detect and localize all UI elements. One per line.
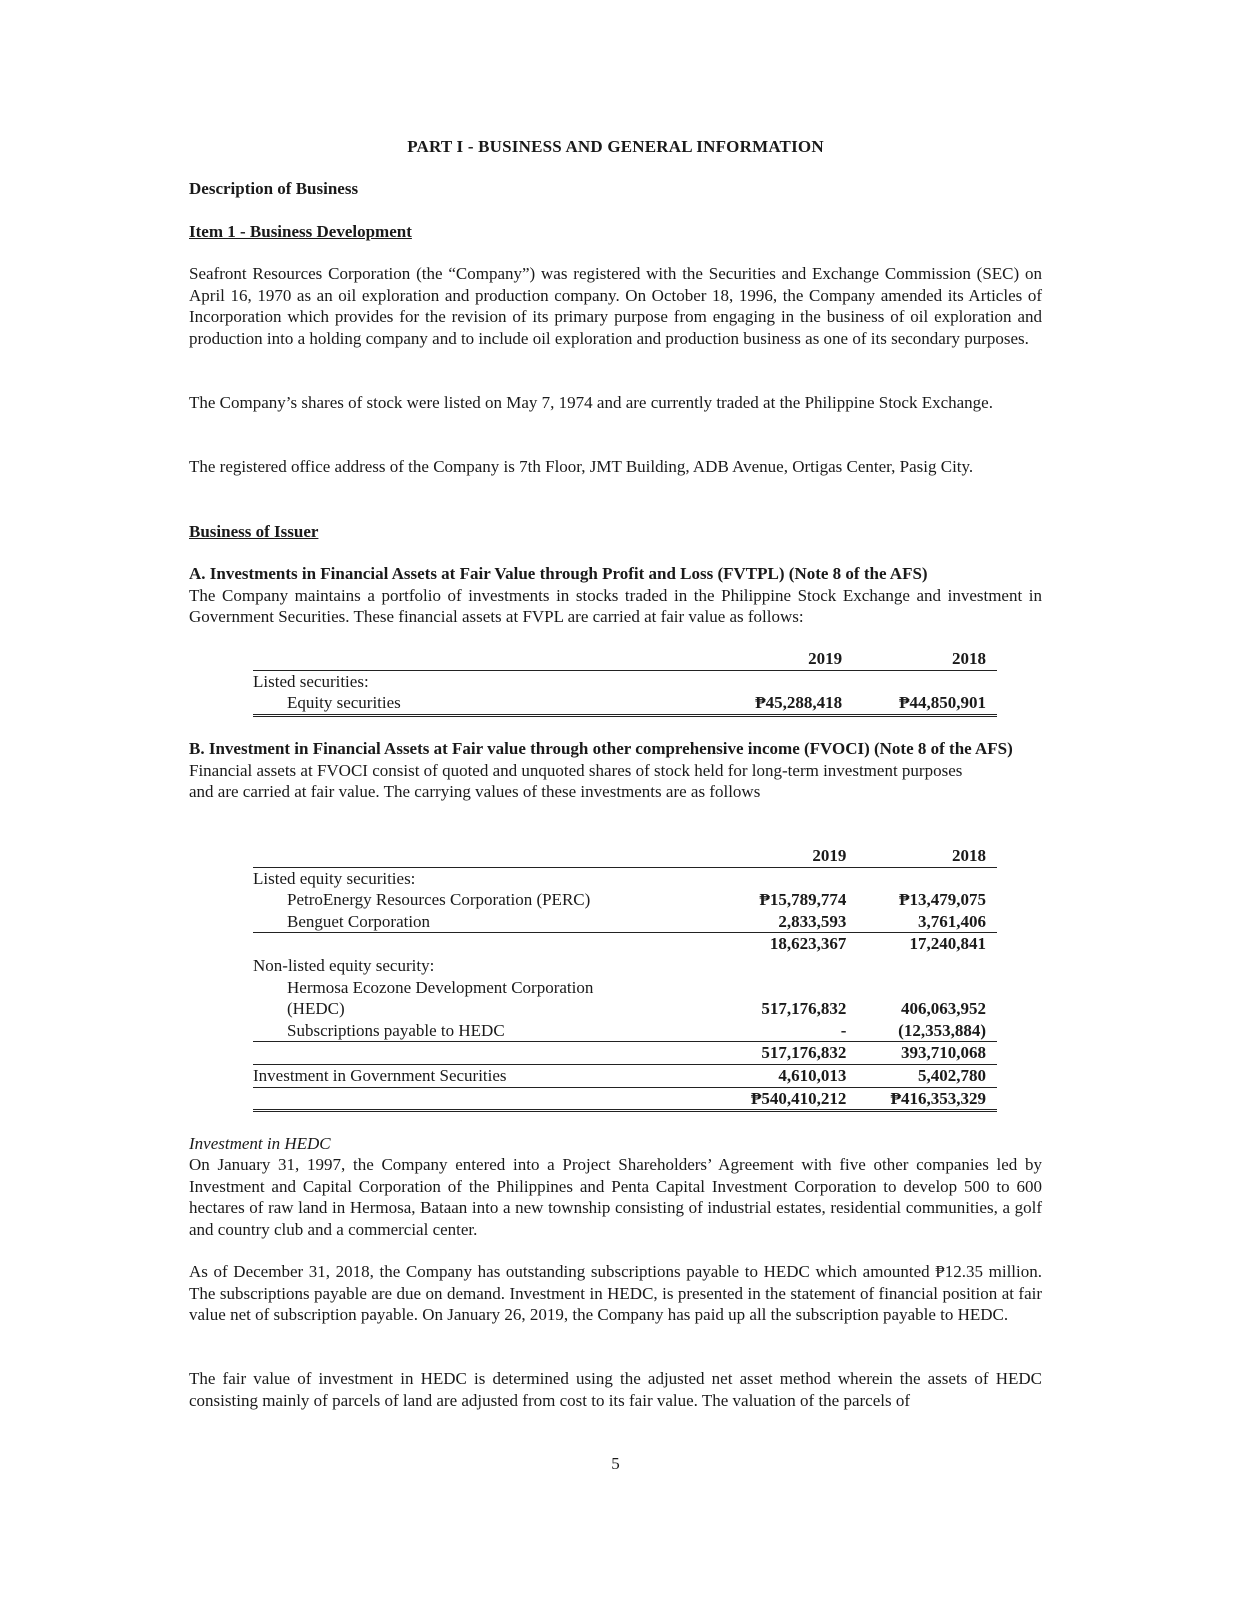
fvoci-govt-2019: 4,610,013 (724, 1064, 858, 1087)
para-hedc-subscriptions (189, 1261, 1042, 1326)
para5-text: As of December 31, 2018, the Company has outstanding subscriptions payable to HEDC which amounted ₱12.35 million. The subscriptions payable are due on demand. Investment in HEDC, is presented in the statement of financial position at fair value net of subscription payable. On January 26, 2019, the Company has paid up all the subscription payable to HEDC. (189, 1262, 1042, 1325)
fvoci-govt-2018: 5,402,780 (857, 1064, 997, 1087)
fvoci-subs-label: Subscriptions payable to HEDC (253, 1020, 724, 1042)
fvoci-benguet-label: Benguet Corporation (253, 911, 724, 933)
part-title: PART I - BUSINESS AND GENERAL INFORMATION (407, 137, 824, 156)
fvoci-hedc-2018: 406,063,952 (901, 999, 986, 1019)
fvoci-hermosa-label: Hermosa Ecozone Development Corporation (287, 977, 594, 997)
para-office (189, 456, 1042, 478)
fvtpl-table (253, 648, 997, 717)
section-a-text: The Company maintains a portfolio of investments in stocks traded in the Philippine Stock Exchange and investment in Government Securities. These financial assets at FVPL are carried at fair value as follows: (189, 585, 1042, 627)
section-a (189, 563, 1042, 628)
fvoci-nonlisted-label: Non-listed equity security: (253, 955, 435, 975)
fvoci-subs-2019: - (724, 1020, 858, 1042)
fvoci-govt-label: Investment in Government Securities (253, 1064, 724, 1087)
fvoci-hedc-2019: 517,176,832 (761, 999, 847, 1019)
section-b-heading: B. Investment in Financial Assets at Fair value through other comprehensive income (FVOCI) (Note 8 of the AFS) (189, 739, 1013, 758)
description-heading: Description of Business (189, 179, 359, 198)
para1-text: Seafront Resources Corporation (the “Company”) was registered with the Securities and Exchange Commission (SEC) on April 16, 1970 as an oil exploration and production company. On October 18, 1996, the Company amended its Articles of Incorporation which provides for the revision of its primary purpose from engaging in the business of oil exploration and production into a holding company and to include oil exploration and production business as one of its secondary purposes. (189, 264, 1042, 348)
fvoci-total-2019: ₱540,410,212 (724, 1087, 858, 1111)
fvoci-col-2019: 2019 (724, 845, 858, 867)
para-hedc-agreement (189, 1154, 1042, 1240)
fvtpl-equity-label: Equity securities (253, 692, 716, 715)
item1-heading: Item 1 - Business Development (189, 222, 412, 241)
fvoci-benguet-2019: 2,833,593 (724, 911, 858, 933)
fvtpl-col-2019: 2019 (716, 648, 853, 670)
para6-text: The fair value of investment in HEDC is determined using the adjusted net asset method wherein the assets of HEDC consisting mainly of parcels of land are adjusted from cost to its fair value. The valuation of the parcels of (189, 1369, 1042, 1410)
fvoci-table (253, 845, 997, 1112)
fvoci-subtotal2-2018: 393,710,068 (857, 1042, 997, 1065)
fvtpl-listed-label: Listed securities: (253, 671, 369, 691)
para2-text: The Company’s shares of stock were listed on May 7, 1974 and are currently traded at the Philippine Stock Exchange. (189, 393, 993, 412)
fvoci-perc-label: PetroEnergy Resources Corporation (PERC) (287, 890, 591, 910)
fvoci-subtotal1-2018: 17,240,841 (909, 934, 986, 954)
fvoci-total-2018: ₱416,353,329 (857, 1087, 997, 1111)
para3-text: The registered office address of the Company is 7th Floor, JMT Building, ADB Avenue, Ortigas Center, Pasig City. (189, 457, 974, 476)
fvoci-listed-label: Listed equity securities: (253, 868, 416, 888)
fvoci-perc-2019: ₱15,789,774 (759, 890, 847, 910)
business-issuer-heading: Business of Issuer (189, 522, 319, 541)
para-listing (189, 392, 1042, 414)
hedc-heading: Investment in HEDC (189, 1134, 331, 1153)
fvoci-benguet-2018: 3,761,406 (857, 911, 997, 933)
fvoci-subs-2018: (12,353,884) (857, 1020, 997, 1042)
fvtpl-equity-2018: ₱44,850,901 (853, 692, 997, 715)
section-b-text: Financial assets at FVOCI consist of quoted and unquoted shares of stock held for long-term investment purposes and are carried at fair value. The carrying values of these investments are as follows (189, 760, 963, 802)
fvoci-perc-2018: ₱13,479,075 (899, 890, 986, 910)
para-hedc-fair-value (189, 1368, 1042, 1411)
fvoci-hedc-label: (HEDC) (287, 999, 345, 1019)
fvtpl-equity-2019: ₱45,288,418 (716, 692, 853, 715)
fvoci-subtotal2-2019: 517,176,832 (724, 1042, 858, 1065)
para-company-history (189, 263, 1042, 349)
fvoci-subtotal1-2019: 18,623,367 (769, 934, 847, 954)
section-a-heading: A. Investments in Financial Assets at Fair Value through Profit and Loss (FVTPL) (Note 8 of the AFS) (189, 564, 928, 583)
section-b (189, 738, 1042, 803)
para4-text: On January 31, 1997, the Company entered into a Project Shareholders’ Agreement with five other companies led by Investment and Capital Corporation of the Philippines and Penta Capital Investment Corporation to develop 500 to 600 hectares of raw land in Hermosa, Bataan into a new township consisting of industrial estates, residential communities, a golf and country club and a commercial center. (189, 1155, 1042, 1239)
page-number: 5 (611, 1454, 620, 1473)
fvoci-col-2018: 2018 (857, 845, 997, 867)
fvtpl-col-2018: 2018 (853, 648, 997, 670)
